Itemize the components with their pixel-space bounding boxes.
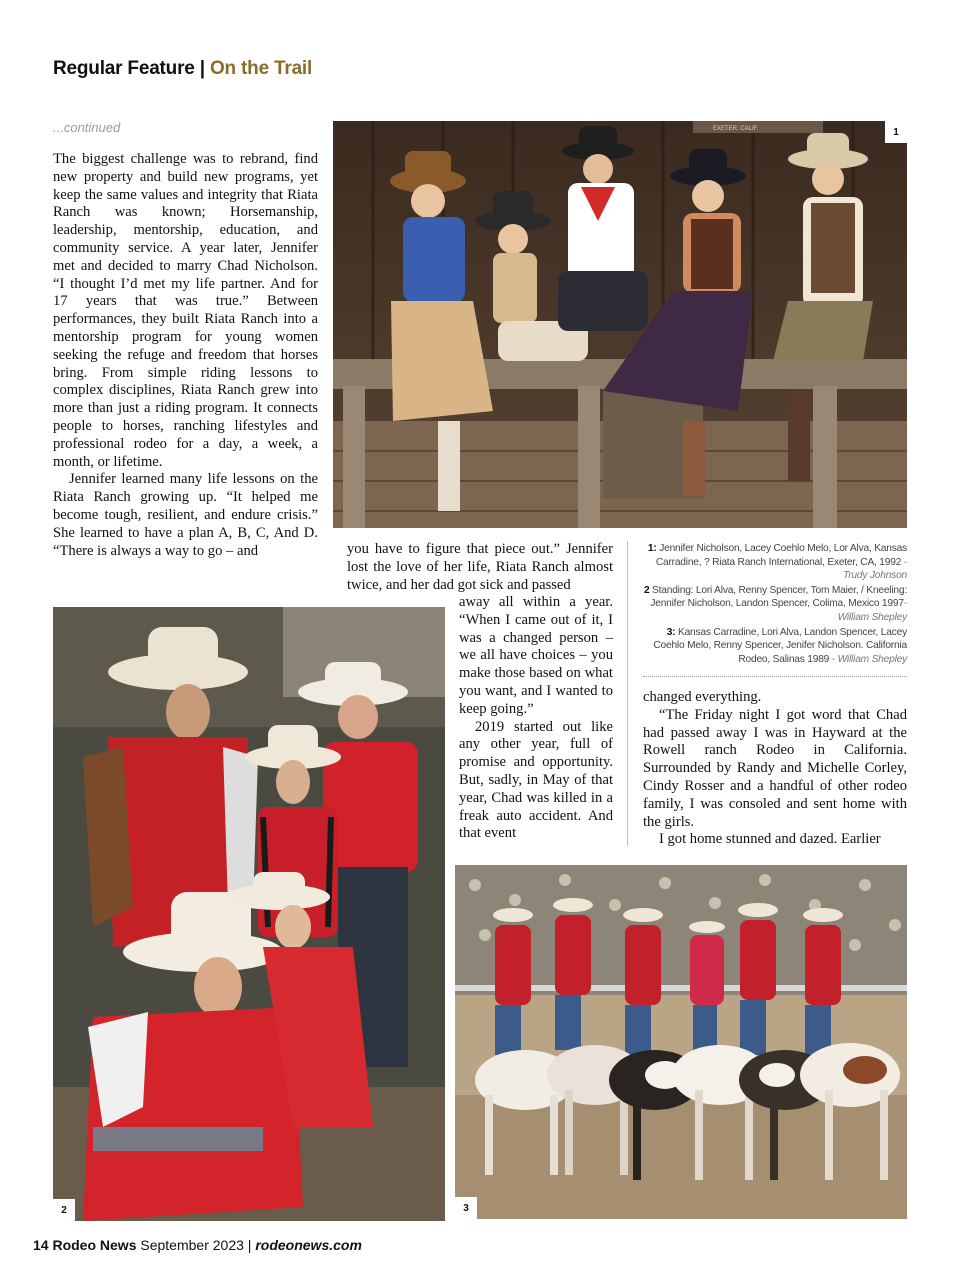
photo-3-image [455,865,907,1219]
section-header [53,58,312,80]
article-column-2-wide [347,541,613,594]
caption-2 [643,584,907,625]
photo-1-riata-ranch-group [333,121,907,528]
paragraph: you have to figure that piece out.” Jennifer lost the love of her life, Riata Ranch almost twice, and her dad got sick and passed [347,541,613,593]
caption-2-text: Standing: Lori Alva, Renny Spencer, Tom Maier, / Kneeling: Jennifer Nicholson, Landon Spencer, Colima, Mexico 1997 [650,584,907,610]
page-number: 14 [33,1237,49,1253]
sign-text: EXETER, CALIF. [713,126,759,132]
photo-3-riders-on-horses [455,865,907,1219]
caption-3-text: Kansas Carradine, Lori Alva, Landon Spencer, Lacey Coehlo Melo, Renny Spencer, Jenifer Nicholson. California Rodeo, Salinas 1989 [653,626,907,665]
caption-divider [643,676,907,677]
header-separator: | [199,58,205,79]
caption-1-text: Jennifer Nicholson, Lacey Coehlo Melo, Lor Alva, Kansas Carradine, ? Riata Ranch International, Exeter, CA, 1992 [655,543,907,568]
photo-captions [643,542,907,667]
caption-2-number: 2 [643,584,650,596]
paragraph: changed everything. [643,689,762,705]
section-label: On the Trail [209,58,313,79]
caption-1-number: 1: [647,543,657,554]
magazine-name: Rodeo News [52,1237,137,1253]
caption-1 [643,542,907,583]
caption-3 [643,626,907,667]
photo-2-riders-kneeling [53,607,445,1221]
caption-2-credit: - William Shepley [837,598,907,623]
feature-label: Regular Feature [53,58,195,79]
photo-3-number: 3 [455,1197,477,1219]
caption-3-credit: - William Shepley [829,653,907,665]
photo-1-number: 1 [885,121,907,143]
article-column-1 [53,151,318,560]
photo-2-image [53,607,445,1221]
paragraph: I got home stunned and dazed. Earlier [659,831,881,848]
paragraph: Jennifer learned many life lessons on the Riata Ranch growing up. “It helped me become tough, resilient, and endure crisis.” She learned to have a plan A, B, C, And D. “There is always a way to go – and [53,471,318,559]
issue-date: September 2023 [140,1237,244,1253]
paragraph: 2019 started out like any other year, full of promise and opportunity. But, sadly, in May of that year, Chad was killed in a freak auto accident. And that event [459,718,613,842]
continued-label: ...continued [53,120,121,135]
footer-separator: | [247,1237,252,1253]
paragraph: away all within a year. “When I came out of it, I was a changed person – we all have choices – you make those based on what you want, and I wanted to keep going.” [459,594,613,717]
article-column-2-narrow [459,594,613,843]
page-footer [33,1237,362,1253]
photo-1-image [333,121,907,528]
paragraph: The biggest challenge was to rebrand, find new property and build new programs, yet keep the same values and integrity that Riata Ranch was known; Horsemanship, leadership, mentorship, education, and community service. A year later, Jennifer met and decided to marry Chad Nicholson. “I thought I’d met my life partner. And for 17 years that was true.” Between performances, they built Riata Ranch into a mentorship program for young women seeking the refuge and freedom that horses bring. From simple riding lessons to complex disciplines, Riata Ranch grew into more than just a riding program. It connects people to horses, ranching lifestyles and professional rodeo for a day, a week, a month, or lifetime. [53,151,318,470]
caption-1-credit: - Trudy Johnson [842,556,907,582]
caption-3-number: 3: [666,626,676,638]
article-column-3 [643,689,907,849]
column-divider [627,541,628,846]
photo-2-number: 2 [53,1199,75,1221]
website-link[interactable]: rodeonews.com [255,1237,362,1253]
paragraph: “The Friday night I got word that Chad had passed away I was in Hayward at the Rowell ranch Rodeo in California. Surrounded by Randy and Michelle Corley, Cindy Rosser and a handful of other rodeo family, I was consoled and sent home with the girls. [643,706,907,830]
